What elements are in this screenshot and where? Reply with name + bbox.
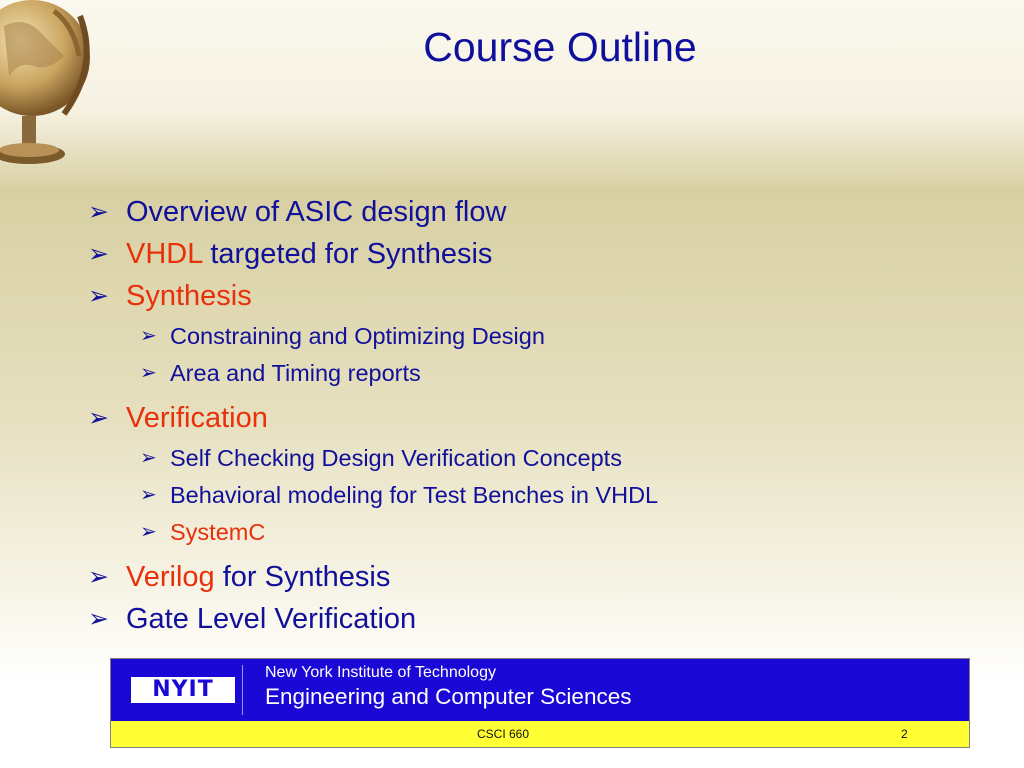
footer-banner xyxy=(110,658,970,748)
arrow-bullet-icon: ➢ xyxy=(88,198,109,226)
bullet-text-highlight: Verification xyxy=(126,402,268,434)
arrow-bullet-icon: ➢ xyxy=(88,240,109,268)
footer-banner-top xyxy=(111,659,969,721)
footer-divider xyxy=(242,665,243,715)
bullet-text: Gate Level Verification xyxy=(126,603,417,635)
list-item xyxy=(88,319,658,356)
list-item xyxy=(88,356,658,393)
institution-name: New York Institute of Technology xyxy=(265,664,496,681)
slide-title: Course Outline xyxy=(423,24,697,70)
bullet-text: targeted for Synthesis xyxy=(202,238,493,270)
globe-icon xyxy=(0,0,104,186)
arrow-bullet-icon: ➢ xyxy=(88,563,109,591)
bullet-text: Area and Timing reports xyxy=(170,360,421,386)
arrow-bullet-icon: ➢ xyxy=(140,325,157,347)
bullet-text: Constraining and Optimizing Design xyxy=(170,323,545,349)
bullet-text: for Synthesis xyxy=(214,561,391,593)
arrow-bullet-icon: ➢ xyxy=(88,282,109,310)
page-number: 2 xyxy=(901,727,908,741)
arrow-bullet-icon: ➢ xyxy=(88,404,109,432)
bullet-text: Behavioral modeling for Test Benches in VHDL xyxy=(170,482,659,508)
list-item xyxy=(88,558,658,600)
logo-text: NYIT xyxy=(152,677,214,702)
list-item xyxy=(88,478,658,515)
list-item xyxy=(88,600,658,642)
arrow-bullet-icon: ➢ xyxy=(140,447,157,469)
outline-list xyxy=(88,193,658,642)
bullet-text-highlight: VHDL xyxy=(126,238,203,270)
list-item xyxy=(88,515,658,552)
arrow-bullet-icon: ➢ xyxy=(140,362,157,384)
arrow-bullet-icon: ➢ xyxy=(140,484,157,506)
arrow-bullet-icon: ➢ xyxy=(88,605,109,633)
footer-banner-bottom xyxy=(111,721,969,747)
arrow-bullet-icon: ➢ xyxy=(140,521,157,543)
bullet-text-highlight: Verilog xyxy=(126,561,215,593)
department-name: Engineering and Computer Sciences xyxy=(265,684,632,709)
bullet-text: Overview of ASIC design flow xyxy=(126,196,507,228)
list-item xyxy=(88,399,658,441)
nyit-logo xyxy=(131,677,235,703)
list-item xyxy=(88,193,658,235)
list-item xyxy=(88,277,658,319)
bullet-text: Self Checking Design Verification Concepts xyxy=(170,445,622,471)
bullet-text-highlight: Synthesis xyxy=(126,280,252,312)
list-item xyxy=(88,441,658,478)
course-code: CSCI 660 xyxy=(477,727,530,741)
list-item xyxy=(88,235,658,277)
bullet-text-highlight: SystemC xyxy=(170,519,266,545)
